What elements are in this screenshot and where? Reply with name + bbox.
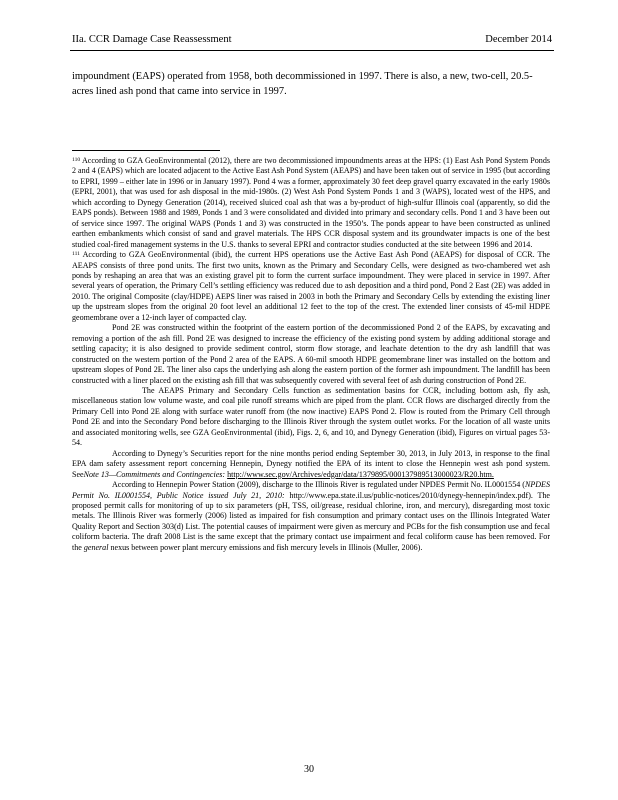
- footnote-110: [72, 156, 550, 250]
- footnote-111-para4-italic: Note 13—Commitments and Contingencies:: [83, 469, 226, 479]
- header-section-title: IIa. CCR Damage Case Reassessment: [72, 34, 232, 45]
- footnote-111-text: According to GZA GeoEnvironmental (ibid), the current HPS operations use the Active East Ash Pond (AEAPS) for disposal of CCR. The AEAPS consists of three pond units. The first two units, known as the Primary and Secondary Cells, were designed as two-chambered wet ash ponds by reshaping an area that was an existing gravel pit to form the current surface impoundment. They were placed in service in 1997. After several years of operation, the Primary Cell’s settling efficiency was reduced due to ash deposition and a third pond, Pond 2 East (2E) was added in 2010. The original Composite (clay/HDPE) AEPS liner was raised in 2003 in both the Primary and Secondary Cells by extending the existing liner up the upstream slopes from the original 20 foot level an additional 12 feet to the top of the crest. The extended liner consists of 45-mil HDPE geomembrane over a 12-inch layer of compacted clay.: [72, 250, 550, 322]
- footnote-111-para5-italic: NPDES Permit No. IL0001554, Public Notice issued July 21, 2010:: [72, 480, 550, 500]
- header-rule: [70, 50, 554, 51]
- footnote-separator: [72, 150, 220, 151]
- footnote-111-number: 111: [72, 251, 80, 258]
- sec-link[interactable]: http://www.sec.gov/Archives/edgar/data/1379895/000137989513000023/R20.htm.: [227, 469, 494, 479]
- footnote-110-text: According to GZA GeoEnvironmental (2012), there are two decommissioned impoundments areas at the HPS: (1) East Ash Pond System Ponds 2 and 4 (EAPS) which are located adjacent to the Active East Ash Pond System (AEAPS) and have been taken out of service in 1995 (but according to EPRI, 1999 – either late in 1996 or in January 1997). Pond 4 was a former, approximately 30 feet deep gravel quarry excavated in the early 1980s (EPRI, 2001), that was used for ash disposal in the mid-1980s. (2) West Ash Pond System Ponds 1 and 3 (WAPS), located west of the HPS, and which according to Dynegy Generation (2014), received sluiced coal ash that was a by-product of high-sulfur Illinois coal (apparently, so did the EAPS ponds). Between 1988 and 1989, Ponds 1 and 3 were consolidated and divided into primary and secondary cells. Pond 1 and 3 have been out of service since 1997. The original WAPS (Ponds 1 and 3) was constructed in the 1950’s. The ponds appear to have been constructed as unlined earthen embankments which consist of sand and gravel materials. The HPS CCR disposal system and its groundwater impacts is one of the best studied coal-fired management systems in the U.S. thanks to several EPRI and contractor studies conducted at the site between 1996 and 2014.: [72, 156, 550, 249]
- footnote-111-para4: [72, 449, 550, 480]
- footnote-111-para3: The AEAPS Primary and Secondary Cells function as sedimentation basins for CCR, including bottom ash, fly ash, miscellaneous station low volume waste, and coal pile runoff streams which are piped from the plant. CCR flows are discharged directly from the Primary Cell into Pond 2E along with surface water runoff from (the now inactive) EAPS Pond 2. Flow is routed from the Primary Cell through Pond 2E and into the Secondary Pond before discharging to the Illinois River through the system outlet works. For the location of all waste units and associated monitoring wells, see GZA GeoEnvironmental (ibid), Figs. 2, 6, and 10, and Dynegy Generation (ibid), Figures on virtual pages 53-54.: [72, 385, 550, 448]
- footnotes: [72, 156, 550, 553]
- page-number: 30: [304, 764, 314, 775]
- footnote-111-para4-text: According to Dynegy’s Securities report for the nine months period ending September 30, 2013, in July 2013, in response to the final EPA dam safety assessment report concerning Hennepin, Dynegy notified the EPA of its intent to close the Hennepin west ash pond system. See: [72, 448, 550, 479]
- footnote-111-para5: [72, 480, 550, 553]
- footnote-111-para5-a: According to Hennepin Power Station (2009), discharge to the Illinois River is regulated under NPDES Permit No. IL0001554 (: [112, 480, 525, 490]
- footnote-111: [72, 250, 550, 323]
- footnote-110-number: 110: [72, 157, 81, 163]
- footnote-111-para5-c: nexus between power plant mercury emissions and fish mercury levels in Illinois (Muller, 2006).: [110, 542, 423, 552]
- header-date: December 2014: [485, 34, 552, 45]
- footnote-111-para2: Pond 2E was constructed within the footprint of the eastern portion of the decommissioned Pond 2 of the EAPS, by excavating and removing a portion of the ash fill. Pond 2E was designed to increase the efficiency of the existing pond system by adding additional storage and settling capacity; it is also designed to provide sediment control, storm flow storage, and leachate detention to the dry ash landfill that was constructed on the western portion of the Pond 2 area of the EAPS. A 60-mil smooth HDPE geomembrane liner was installed on the bottom and upstream slopes of Pond 2E. The liner also caps the underlying ash along the eastern portion of the former ash impoundment. The landfill has been constructed with a liner placed on the existing ash fill that was subsequently covered with several feet of ash during construction of Pond 2E.: [72, 323, 550, 385]
- footnote-111-para5-b: http://www.epa.state.il.us/public-notices/2010/dynegy-hennepin/index.pdf). The proposed permit calls for monitoring of up to six parameters (pH, TSS, oil/grease, residual chlorine, iron, and mercury), disregarding most toxic metals. The Illinois River was formerly (2006) listed as impaired for fish consumption and primary contact uses on the Illinois Integrated Water Quality Report and Section 303(d) List. The potential causes of impairment were given as mercury and PCBs for the fish consumption use and fecal coliform bacteria. The draft 2008 List is the same except that the primary contact use impairment and fecal coliform cause has been removed. For the: [72, 490, 550, 552]
- body-paragraph: impoundment (EAPS) operated from 1958, both decommissioned in 1997. There is also, a new, two-cell, 20.5-acres lined ash pond that came into service in 1997.: [72, 71, 533, 97]
- footnote-111-para5-italic2: general: [83, 542, 109, 552]
